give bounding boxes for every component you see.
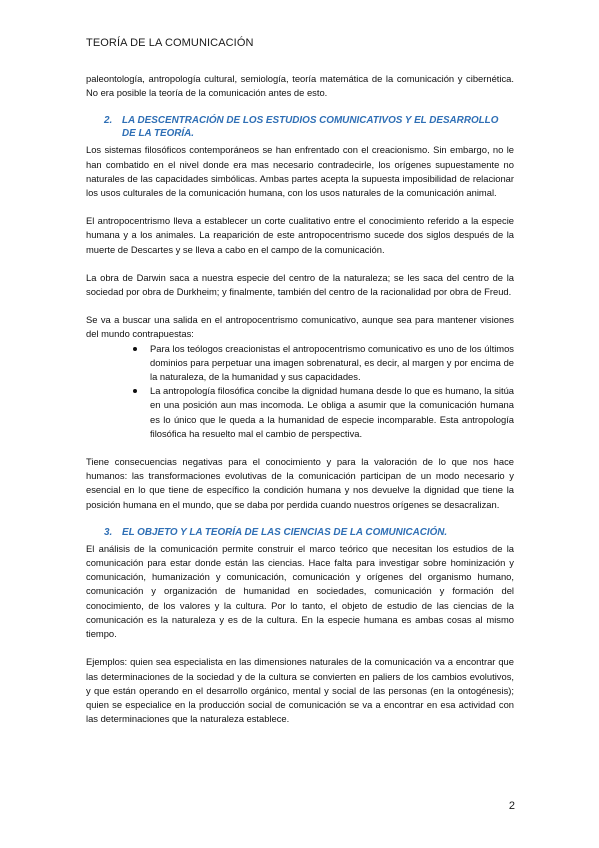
list-item [86,384,514,441]
section-2-title: LA DESCENTRACIÓN DE LOS ESTUDIOS COMUNICATIVOS Y EL DESARROLLO DE LA TEORÍA. [122,115,499,140]
section-3-number: 3. [104,526,113,538]
bullet-text-1: Para los teólogos creacionistas el antropocentrismo comunicativo es uno de los últimos dominios para perpetuar una imagen sobrenatural, es decir, al margen y por encima de la naturaleza, de la humanidad y sus capacidades. [150,342,514,383]
page-number: 2 [508,800,515,812]
section-2-paragraph-4: Se va a buscar una salida en el antropocentrismo comunicativo, aunque sea para mantener visiones del mundo contrapuestas: [86,314,514,340]
section-2-closing-paragraph: Tiene consecuencias negativas para el conocimiento y para la valoración de lo que nos hace humanos: las transformaciones evolutivas de la comunicación participan de un modo necesario y esencial en lo que tiene de específico la condición humana y nos devuelve la dignidad que tiene la posición humana en el mundo, que se daba por perdida cuando nuestros orígenes se desacralizan. [86,456,514,510]
section-2-paragraph-1: Los sistemas filosóficos contemporáneos se han enfrentado con el creacionismo. Sin embargo, no le han combatido en el nivel donde era mas necesario contradecirle, los orígenes supuestamente no naturales de las capacidades simbólicas. Ambas partes acepta la supuesta imposibilidad de relacionar los usos culturales de la comunicación humana, con los usos naturales de la comunicación animal. [86,144,514,199]
bullet-list [86,342,514,441]
section-2-heading [104,114,514,140]
bullet-text-2: La antropología filosófica concibe la dignidad humana desde lo que es humano, la sitúa en una posición aun mas incomoda. Le obliga a asumir que la comunicación humana es lo único que le queda a la humanidad de especie incomparable. Esta antropología filosófica ha resuelto mal el cambio de perspectiva. [150,385,514,439]
section-3-title: EL OBJETO Y LA TEORÍA DE LAS CIENCIAS DE LA COMUNICACIÓN. [122,526,448,538]
list-item [86,342,514,385]
page-body [86,72,514,726]
section-2-paragraph-2: El antropocentrismo lleva a establecer un corte cualitativo entre el conocimiento referido a la especie humana y a los animales. La reaparición de este antropocentrismo sucede dos siglos después de la muerte de Descartes y se lleva a cabo en el campo de la comunicación. [86,215,514,255]
section-3-heading [104,526,514,539]
section-2-paragraph-3: La obra de Darwin saca a nuestra especie del centro de la naturaleza; se les saca del centro de la sociedad por obra de Durkheim; y finalmente, también del centro de la racionalidad por obra de Freud. [86,271,514,298]
section-3-paragraph-1: El análisis de la comunicación permite construir el marco teórico que necesitan los estudios de la comunicación para estar donde están las ciencias. Hace falta para investigar sobre hominización y comunicación, humanización y comunicación, comunicación y orígenes del organismo humano, comunicación y organización de humanidad en sociedades, comunicación y formación del conocimiento, de los valores y la cultura. Por lo tanto, el objeto de estudio de las ciencias de la comunicación es la naturaleza y es de la cultura. En la especie humana es ambas cosas al mismo tiempo. [86,542,514,640]
intro-paragraph: paleontología, antropología cultural, semiología, teoría matemática de la comunicación y cibernética. No era posible la teoría de la comunicación antes de esto. [86,73,514,99]
section-2-number: 2. [104,115,113,127]
running-header: TEORÍA DE LA COMUNICACIÓN [86,37,254,49]
section-3-paragraph-2: Ejemplos: quien sea especialista en las dimensiones naturales de la comunicación va a encontrar que las determinaciones de la sociedad y de la cultura se convierten en paliers de los cambios evolutivos, y que están operando en el desarrollo orgánico, mental y social de las personas (en la ontogénesis); quien se especialice en la producción social de comunicación se va a encontrar en esa actividad con las determinaciones que la naturaleza establece. [86,656,514,725]
